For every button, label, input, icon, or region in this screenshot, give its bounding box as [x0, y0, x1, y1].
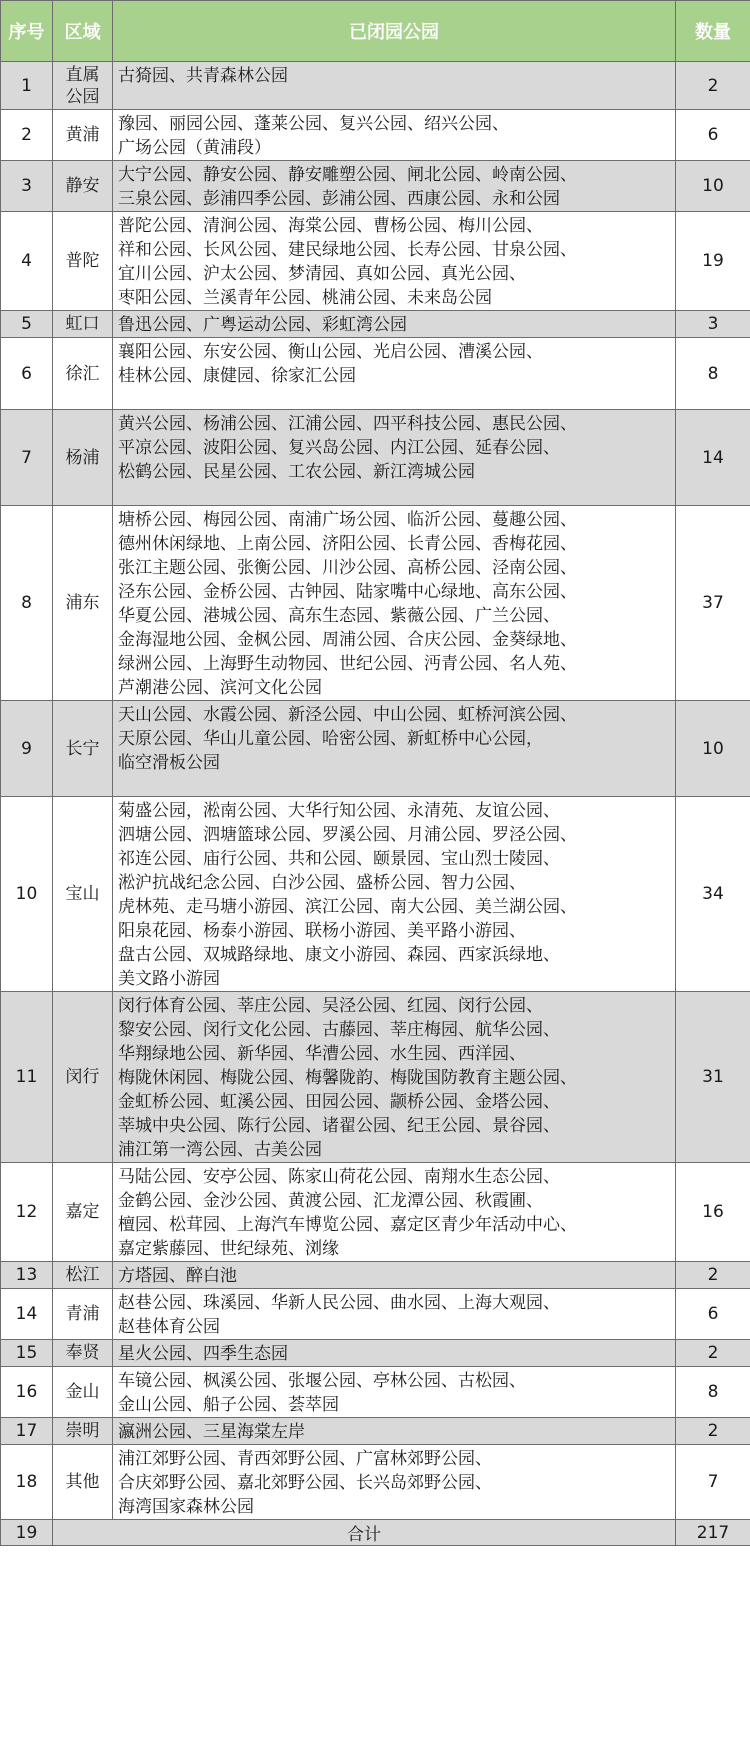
- table-row: [1, 1445, 750, 1520]
- row-count: 6: [676, 110, 750, 161]
- row-index: 4: [1, 212, 53, 311]
- table-row: [1, 1262, 750, 1289]
- row-parks: 方塔园、醉白池: [113, 1262, 676, 1289]
- row-index: 9: [1, 701, 53, 797]
- table-row: [1, 1367, 750, 1418]
- table-row: [1, 338, 750, 410]
- row-count: 34: [676, 797, 750, 992]
- table-row: [1, 506, 750, 701]
- row-parks: 菊盛公园，淞南公园、大华行知公园、永清苑、友谊公园、 泗塘公园、泗塘篮球公园、罗溪公园、月浦公园、罗泾公园、 祁连公园、庙行公园、共和公园、颐景园、宝山烈士陵园、 淞沪抗战纪念公园、白沙公园、盛桥公园、智力公园、 虎林苑、走马塘小游园、滨江公园、南大公园、美兰湖公园、 阳泉花园、杨泰小游园、联杨小游园、美平路小游园、 盘古公园、双城路绿地、康文小游园、森园、西家浜绿地、 美文路小游园: [113, 797, 676, 992]
- row-count: 2: [676, 1418, 750, 1445]
- row-parks: 马陆公园、安亭公园、陈家山荷花公园、南翔水生态公园、 金鹤公园、金沙公园、黄渡公园、汇龙潭公园、秋霞圃、 檀园、松茸园、上海汽车博览公园、嘉定区青少年活动中心、 嘉定紫藤园、世纪绿苑、浏缘: [113, 1163, 676, 1262]
- table-row: [1, 1418, 750, 1445]
- row-count: 6: [676, 1289, 750, 1340]
- header-row: [1, 1, 750, 62]
- row-parks: 闵行体育公园、莘庄公园、吴泾公园、红园、闵行公园、 黎安公园、闵行文化公园、古藤园、莘庄梅园、航华公园、 华翔绿地公园、新华园、华漕公园、水生园、西洋园、 梅陇休闲园、梅陇公园、梅馨陇韵、梅陇国防教育主题公园、 金虹桥公园、虹溪公园、田园公园、颛桥公园、金塔公园、 莘城中央公园、陈行公园、诸翟公园、纪王公园、景谷园、 浦江第一湾公园、古美公园: [113, 992, 676, 1163]
- row-district: 松江: [53, 1262, 113, 1289]
- row-count: 19: [676, 212, 750, 311]
- row-count: 2: [676, 62, 750, 110]
- table-row: [1, 212, 750, 311]
- row-index: 11: [1, 992, 53, 1163]
- header-district: 区域: [53, 1, 113, 62]
- row-index: 18: [1, 1445, 53, 1520]
- table-row: [1, 701, 750, 797]
- row-index: 10: [1, 797, 53, 992]
- row-index: 13: [1, 1262, 53, 1289]
- row-district: 青浦: [53, 1289, 113, 1340]
- row-district: 杨浦: [53, 410, 113, 506]
- row-district: 闵行: [53, 992, 113, 1163]
- row-parks: 黄兴公园、杨浦公园、江浦公园、四平科技公园、惠民公园、 平凉公园、波阳公园、复兴岛公园、内江公园、延春公园、 松鹤公园、民星公园、工农公园、新江湾城公园: [113, 410, 676, 506]
- row-index: 12: [1, 1163, 53, 1262]
- table-row: [1, 1289, 750, 1340]
- row-index: 7: [1, 410, 53, 506]
- row-index: 8: [1, 506, 53, 701]
- row-index: 1: [1, 62, 53, 110]
- row-parks: 浦江郊野公园、青西郊野公园、广富林郊野公园、 合庆郊野公园、嘉北郊野公园、长兴岛郊野公园、 海湾国家森林公园: [113, 1445, 676, 1520]
- row-district: 崇明: [53, 1418, 113, 1445]
- row-index: 3: [1, 161, 53, 212]
- row-count: 2: [676, 1340, 750, 1367]
- row-index: 2: [1, 110, 53, 161]
- row-count: 7: [676, 1445, 750, 1520]
- row-district: 其他: [53, 1445, 113, 1520]
- row-count: 2: [676, 1262, 750, 1289]
- row-count: 31: [676, 992, 750, 1163]
- row-district: 嘉定: [53, 1163, 113, 1262]
- row-parks: 普陀公园、清涧公园、海棠公园、曹杨公园、梅川公园、 祥和公园、长风公园、建民绿地公园、长寿公园、甘泉公园、 宜川公园、沪太公园、梦清园、真如公园、真光公园、 枣阳公园、兰溪青年公园、桃浦公园、未来岛公园: [113, 212, 676, 311]
- row-parks: 赵巷公园、珠溪园、华新人民公园、曲水园、上海大观园、 赵巷体育公园: [113, 1289, 676, 1340]
- row-district: 奉贤: [53, 1340, 113, 1367]
- row-count: 8: [676, 1367, 750, 1418]
- row-district: 静安: [53, 161, 113, 212]
- table-row: [1, 161, 750, 212]
- row-index: 15: [1, 1340, 53, 1367]
- row-count: 14: [676, 410, 750, 506]
- header-parks: 已闭园公园: [113, 1, 676, 62]
- row-parks: 大宁公园、静安公园、静安雕塑公园、闸北公园、岭南公园、 三泉公园、彭浦四季公园、彭浦公园、西康公园、永和公园: [113, 161, 676, 212]
- table-row: [1, 1340, 750, 1367]
- table-row: [1, 311, 750, 338]
- header-count: 数量: [676, 1, 750, 62]
- row-index: 17: [1, 1418, 53, 1445]
- row-district: 普陀: [53, 212, 113, 311]
- row-district: 浦东: [53, 506, 113, 701]
- row-parks: 车镜公园、枫溪公园、张堰公园、亭林公园、古松园、 金山公园、船子公园、荟萃园: [113, 1367, 676, 1418]
- row-district: 金山: [53, 1367, 113, 1418]
- row-index: 16: [1, 1367, 53, 1418]
- row-district: 长宁: [53, 701, 113, 797]
- table-row: [1, 1163, 750, 1262]
- table-row: [1, 110, 750, 161]
- row-parks: 天山公园、水霞公园、新泾公园、中山公园、虹桥河滨公园、 天原公园、华山儿童公园、哈密公园、新虹桥中心公园， 临空滑板公园: [113, 701, 676, 797]
- row-district: 直属 公园: [53, 62, 113, 110]
- row-count: 10: [676, 161, 750, 212]
- table-row: [1, 62, 750, 110]
- row-parks: 襄阳公园、东安公园、衡山公园、光启公园、漕溪公园、 桂林公园、康健园、徐家汇公园: [113, 338, 676, 410]
- row-count: 10: [676, 701, 750, 797]
- row-parks: 塘桥公园、梅园公园、南浦广场公园、临沂公园、蔓趣公园、 德州休闲绿地、上南公园、济阳公园、长青公园、香梅花园、 张江主题公园、张衡公园、川沙公园、高桥公园、泾南公园、 泾东公园、金桥公园、古钟园、陆家嘴中心绿地、高东公园、 华夏公园、港城公园、高东生态园、紫薇公园、广兰公园、 金海湿地公园、金枫公园、周浦公园、合庆公园、金葵绿地、 绿洲公园、上海野生动物园、世纪公园、沔青公园、名人苑、 芦潮港公园、滨河文化公园: [113, 506, 676, 701]
- row-district: 宝山: [53, 797, 113, 992]
- row-index: 14: [1, 1289, 53, 1340]
- total-count: 217: [676, 1520, 750, 1546]
- row-parks: 古猗园、共青森林公园: [113, 62, 676, 110]
- row-parks: 星火公园、四季生态园: [113, 1340, 676, 1367]
- row-count: 8: [676, 338, 750, 410]
- row-count: 37: [676, 506, 750, 701]
- row-count: 16: [676, 1163, 750, 1262]
- row-count: 3: [676, 311, 750, 338]
- row-index: 6: [1, 338, 53, 410]
- table-row: [1, 797, 750, 992]
- row-district: 徐汇: [53, 338, 113, 410]
- table-row: [1, 410, 750, 506]
- row-index: 5: [1, 311, 53, 338]
- header-index: 序号: [1, 1, 53, 62]
- row-district: 虹口: [53, 311, 113, 338]
- total-index: 19: [1, 1520, 53, 1546]
- row-parks: 瀛洲公园、三星海棠左岸: [113, 1418, 676, 1445]
- row-district: 黄浦: [53, 110, 113, 161]
- row-parks: 豫园、丽园公园、蓬莱公园、复兴公园、绍兴公园、 广场公园（黄浦段）: [113, 110, 676, 161]
- table-body: [1, 62, 750, 1546]
- row-parks: 鲁迅公园、广粤运动公园、彩虹湾公园: [113, 311, 676, 338]
- table-row: [1, 992, 750, 1163]
- total-row: [1, 1520, 750, 1546]
- total-label: 合计: [53, 1520, 676, 1546]
